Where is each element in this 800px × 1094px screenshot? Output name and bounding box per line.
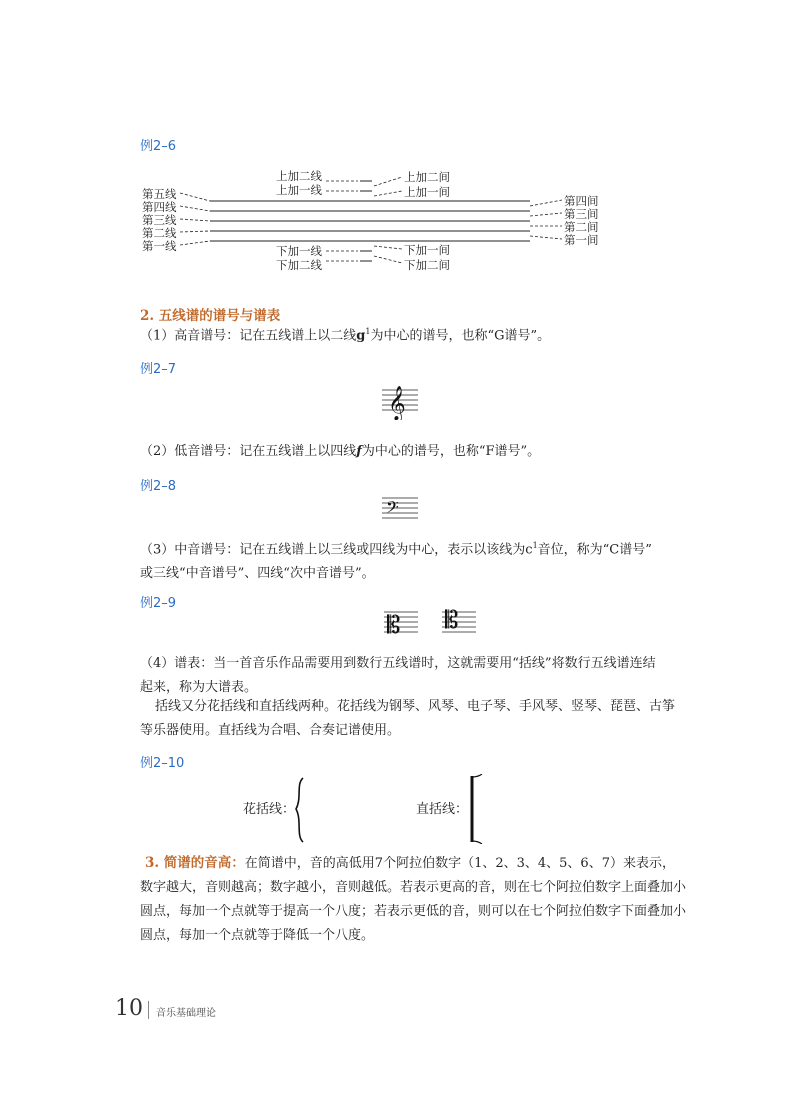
text-run: 圆点，每加一个点就等于提高一个八度；若表示更低的音，则可以在七个阿拉伯数字下面叠加小 [140, 904, 687, 919]
bass-clef-staff [382, 494, 418, 526]
alto-clef-icon: 𝄡 [387, 611, 401, 636]
right-space-label: 第四间 [564, 194, 599, 208]
note-name: g [356, 328, 366, 344]
bass-clef-svg [382, 494, 418, 522]
text-run: （1）高音谱号：记在五线谱上以二线 [140, 328, 357, 344]
example-label: 例2–9 [140, 596, 177, 611]
left-line-label: 第五线 [142, 187, 177, 201]
left-line-label: 第二线 [142, 226, 177, 240]
alto-clef-staff [384, 606, 418, 640]
paragraph-brackets [140, 695, 675, 743]
left-line-label: 第四线 [142, 200, 177, 214]
brace-icon [292, 776, 306, 844]
staff-lines [210, 201, 530, 241]
text-run: （2）低音谱号：记在五线谱上以四线 [140, 444, 357, 459]
text-run: 圆点，每加一个点就等于降低一个八度。 [140, 928, 375, 943]
text-run: 括线又分花括线和直括线两种。花括线为钢琴、风琴、电子琴、手风琴、竖琴、琵琶、古筝 [155, 699, 676, 714]
upper-ledger-space-label: 上加一间 [404, 185, 450, 199]
left-line-label: 第一线 [142, 239, 177, 253]
note-name: f [356, 444, 362, 459]
text-run: 起来，称为大谱表。 [140, 680, 258, 695]
tenor-clef-staff [442, 602, 476, 640]
paragraph-treble-clef [140, 320, 550, 348]
tenor-clef-svg [442, 602, 476, 636]
upper-ledger-space-label: 上加二间 [404, 170, 450, 184]
footer-divider [148, 1001, 149, 1019]
text-run: 为中心的谱号，也称“F谱号”。 [361, 444, 541, 459]
lower-ledger-line-label: 下加一线 [276, 244, 322, 258]
bass-clef-icon: 𝄢 [386, 497, 399, 521]
section-heading: 3. 简谱的音高： [145, 855, 245, 871]
example-label: 例2–10 [140, 756, 185, 771]
upper-ledger-line-label: 上加二线 [276, 169, 322, 183]
section-heading: 2. 五线谱的谱号与谱表 [140, 308, 281, 324]
text-run: 为中心的谱号，也称“G谱号”。 [370, 328, 551, 344]
bracket-icon [468, 774, 484, 844]
brace-symbol [292, 776, 306, 848]
text-run: 数字越大，音则越高；数字越小，音则越低。若表示更高的音，则在七个阿拉伯数字上面叠加小 [140, 880, 687, 895]
paragraph-bass-clef [140, 440, 540, 464]
treble-clef-icon: 𝄞 [388, 386, 406, 420]
lower-ledger-space-label: 下加二间 [404, 258, 450, 272]
left-line-label: 第三线 [142, 213, 177, 227]
alto-clef-svg [384, 606, 418, 636]
bracket-label: 直括线： [416, 802, 469, 817]
lower-ledger-space-label: 下加一间 [404, 243, 450, 257]
text-run: 或三线“中音谱号”、四线“次中音谱号”。 [140, 566, 375, 582]
octave-sup: 1 [532, 541, 538, 550]
example-label: 例2–7 [140, 362, 177, 377]
upper-ledger-line-label: 上加一线 [276, 183, 322, 197]
book-title: 音乐基础理论 [156, 1008, 216, 1019]
right-space-label: 第一间 [564, 233, 599, 247]
octave-sup: 1 [365, 327, 371, 336]
right-space-label: 第二间 [564, 220, 599, 234]
example-label: 例2–8 [140, 479, 177, 494]
example-label: 例2–6 [140, 139, 177, 154]
bracket-symbol [468, 774, 484, 848]
lower-ledger-line-label: 下加二线 [276, 258, 322, 272]
text-run: 在简谱中，音的高低用7个阿拉伯数字（1、2、3、4、5、6、7）来表示， [244, 856, 675, 871]
paragraph-grand-staff [140, 652, 656, 700]
section3-paragraph [140, 851, 686, 948]
right-space-label: 第三间 [564, 207, 599, 221]
text-run: 音位，称为“C谱号” [537, 542, 652, 558]
tenor-clef-icon: 𝄡 [445, 606, 459, 634]
treble-clef-svg [382, 380, 418, 420]
treble-clef-staff [382, 380, 418, 424]
paragraph-c-clef [140, 534, 652, 586]
staff-svg [140, 165, 610, 275]
staff-diagram [140, 165, 610, 275]
text-run: （3）中音谱号：记在五线谱上以三线或四线为中心，表示以该线为c [140, 542, 533, 558]
page-number: 10 [115, 996, 143, 1021]
text-run: 等乐器使用。直括线为合唱、合奏记谱使用。 [140, 723, 401, 738]
text-run: （4）谱表：当一首音乐作品需要用到数行五线谱时，这就需要用“括线”将数行五线谱连结 [140, 656, 656, 671]
brace-label: 花括线： [243, 802, 296, 817]
